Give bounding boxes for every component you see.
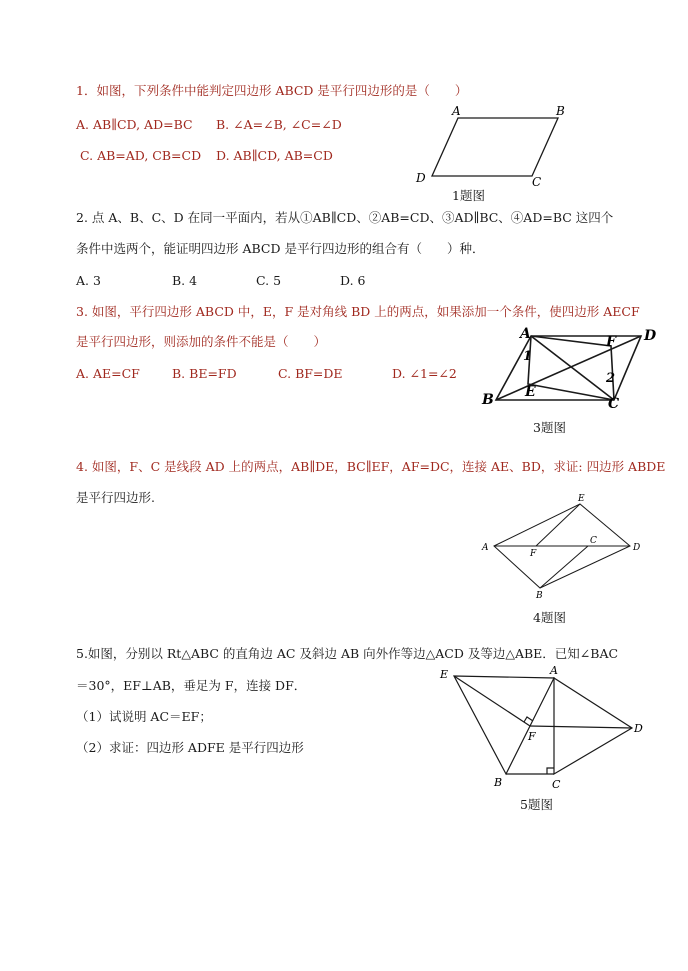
q1-label-a: A: [452, 104, 461, 118]
q5-label-b: B: [494, 776, 503, 789]
q2-option-d: D. 6: [340, 273, 366, 288]
segment-fe: [536, 504, 580, 546]
q3-label-b: B: [482, 392, 494, 408]
q3-label-a: A: [520, 326, 531, 342]
q1-stem: 1．如图，下列条件中能判定四边形 ABCD 是平行四边形的是（ ）: [76, 83, 468, 98]
q4-label-a: A: [482, 543, 489, 553]
q2-option-a: A. 3: [76, 273, 101, 288]
q5-part1: （1）试说明 AC＝EF；: [76, 709, 212, 724]
q3-option-a: A. AE=CF: [76, 366, 140, 381]
q3-angle-1: 1: [523, 349, 533, 364]
segment-cb: [540, 546, 588, 588]
q4-line1: 4. 如图，F、C 是线段 AD 上的两点，AB∥DE，BC∥EF，AF=DC，连接 AE、BD，求证: 四边形 ABDE: [76, 459, 666, 474]
q5-label-d: D: [634, 722, 643, 735]
q3-angle-2: 2: [606, 371, 616, 386]
diagonal-bd: [496, 336, 641, 400]
q4-label-d: D: [633, 543, 641, 553]
q5-fig-caption: 5题图: [520, 797, 553, 812]
q3-label-c: C: [608, 396, 620, 412]
q5-line2: ＝30°，EF⊥AB，垂足为 F，连接 DF．: [76, 678, 307, 693]
q2-line2: 条件中选两个，能证明四边形 ABCD 是平行四边形的组合有（ ）种．: [76, 241, 485, 256]
q3-line2: 是平行四边形，则添加的条件不能是（ ）: [76, 334, 327, 349]
q5-figure: [436, 664, 650, 792]
q3-figure: [476, 322, 666, 412]
right-angle-c: [547, 768, 554, 774]
q3-label-d: D: [644, 328, 657, 344]
q2-option-c: C. 5: [256, 273, 282, 288]
q1-fig-caption: 1题图: [452, 188, 485, 203]
q1-option-c: C. AB=AD, CB=CD: [80, 148, 202, 163]
q4-label-c: C: [590, 536, 597, 546]
q4-fig-caption: 4题图: [533, 610, 566, 625]
q4-line2: 是平行四边形.: [76, 490, 155, 505]
q4-label-f: F: [530, 549, 537, 559]
q1-label-b: B: [556, 104, 565, 118]
segment-fd: [530, 726, 632, 728]
parallelogram-abcd: [432, 118, 558, 176]
q2-option-b: B. 4: [172, 273, 198, 288]
q5-part2: （2）求证：四边形 ADFE 是平行四边形: [76, 740, 304, 755]
right-angle-f: [524, 717, 533, 722]
q3-label-f: F: [606, 334, 616, 350]
q5-line1: 5.如图，分别以 Rt△ABC 的直角边 AC 及斜边 AB 向外作等边△ACD 及等边△ABE．已知∠BAC: [76, 646, 619, 661]
segment-ef: [454, 676, 530, 726]
q4-label-e: E: [578, 494, 585, 504]
q2-line1: 2. 点 A、B、C、D 在同一平面内，若从①AB∥CD、②AB=CD、③AD∥BC、④AD=BC 这四个: [76, 210, 614, 225]
q1-option-d: D. AB∥CD, AB=CD: [216, 148, 333, 163]
q3-option-b: B. BE=FD: [172, 366, 237, 381]
q1-label-c: C: [532, 175, 542, 188]
q4-figure: [478, 490, 648, 600]
q5-label-c: C: [552, 778, 561, 791]
q1-label-d: D: [416, 171, 426, 185]
q3-option-c: C. BF=DE: [278, 366, 343, 381]
q1-figure: [410, 102, 580, 188]
q3-option-d: D. ∠1=∠2: [392, 366, 457, 381]
q3-label-e: E: [525, 384, 536, 400]
q1-option-a: A. AB∥CD, AD=BC: [76, 117, 193, 132]
triangle-abe: [454, 676, 554, 774]
q3-fig-caption: 3题图: [533, 420, 566, 435]
q1-option-b: B. ∠A=∠B, ∠C=∠D: [216, 117, 342, 132]
q5-label-e: E: [440, 668, 449, 681]
q4-label-b: B: [536, 591, 543, 600]
q5-label-a: A: [550, 664, 558, 677]
triangle-acd: [554, 678, 632, 774]
q5-label-f: F: [528, 730, 536, 743]
q3-line1: 3. 如图，平行四边形 ABCD 中，E，F 是对角线 BD 上的两点，如果添加一个条件，使四边形 AECF: [76, 304, 640, 319]
